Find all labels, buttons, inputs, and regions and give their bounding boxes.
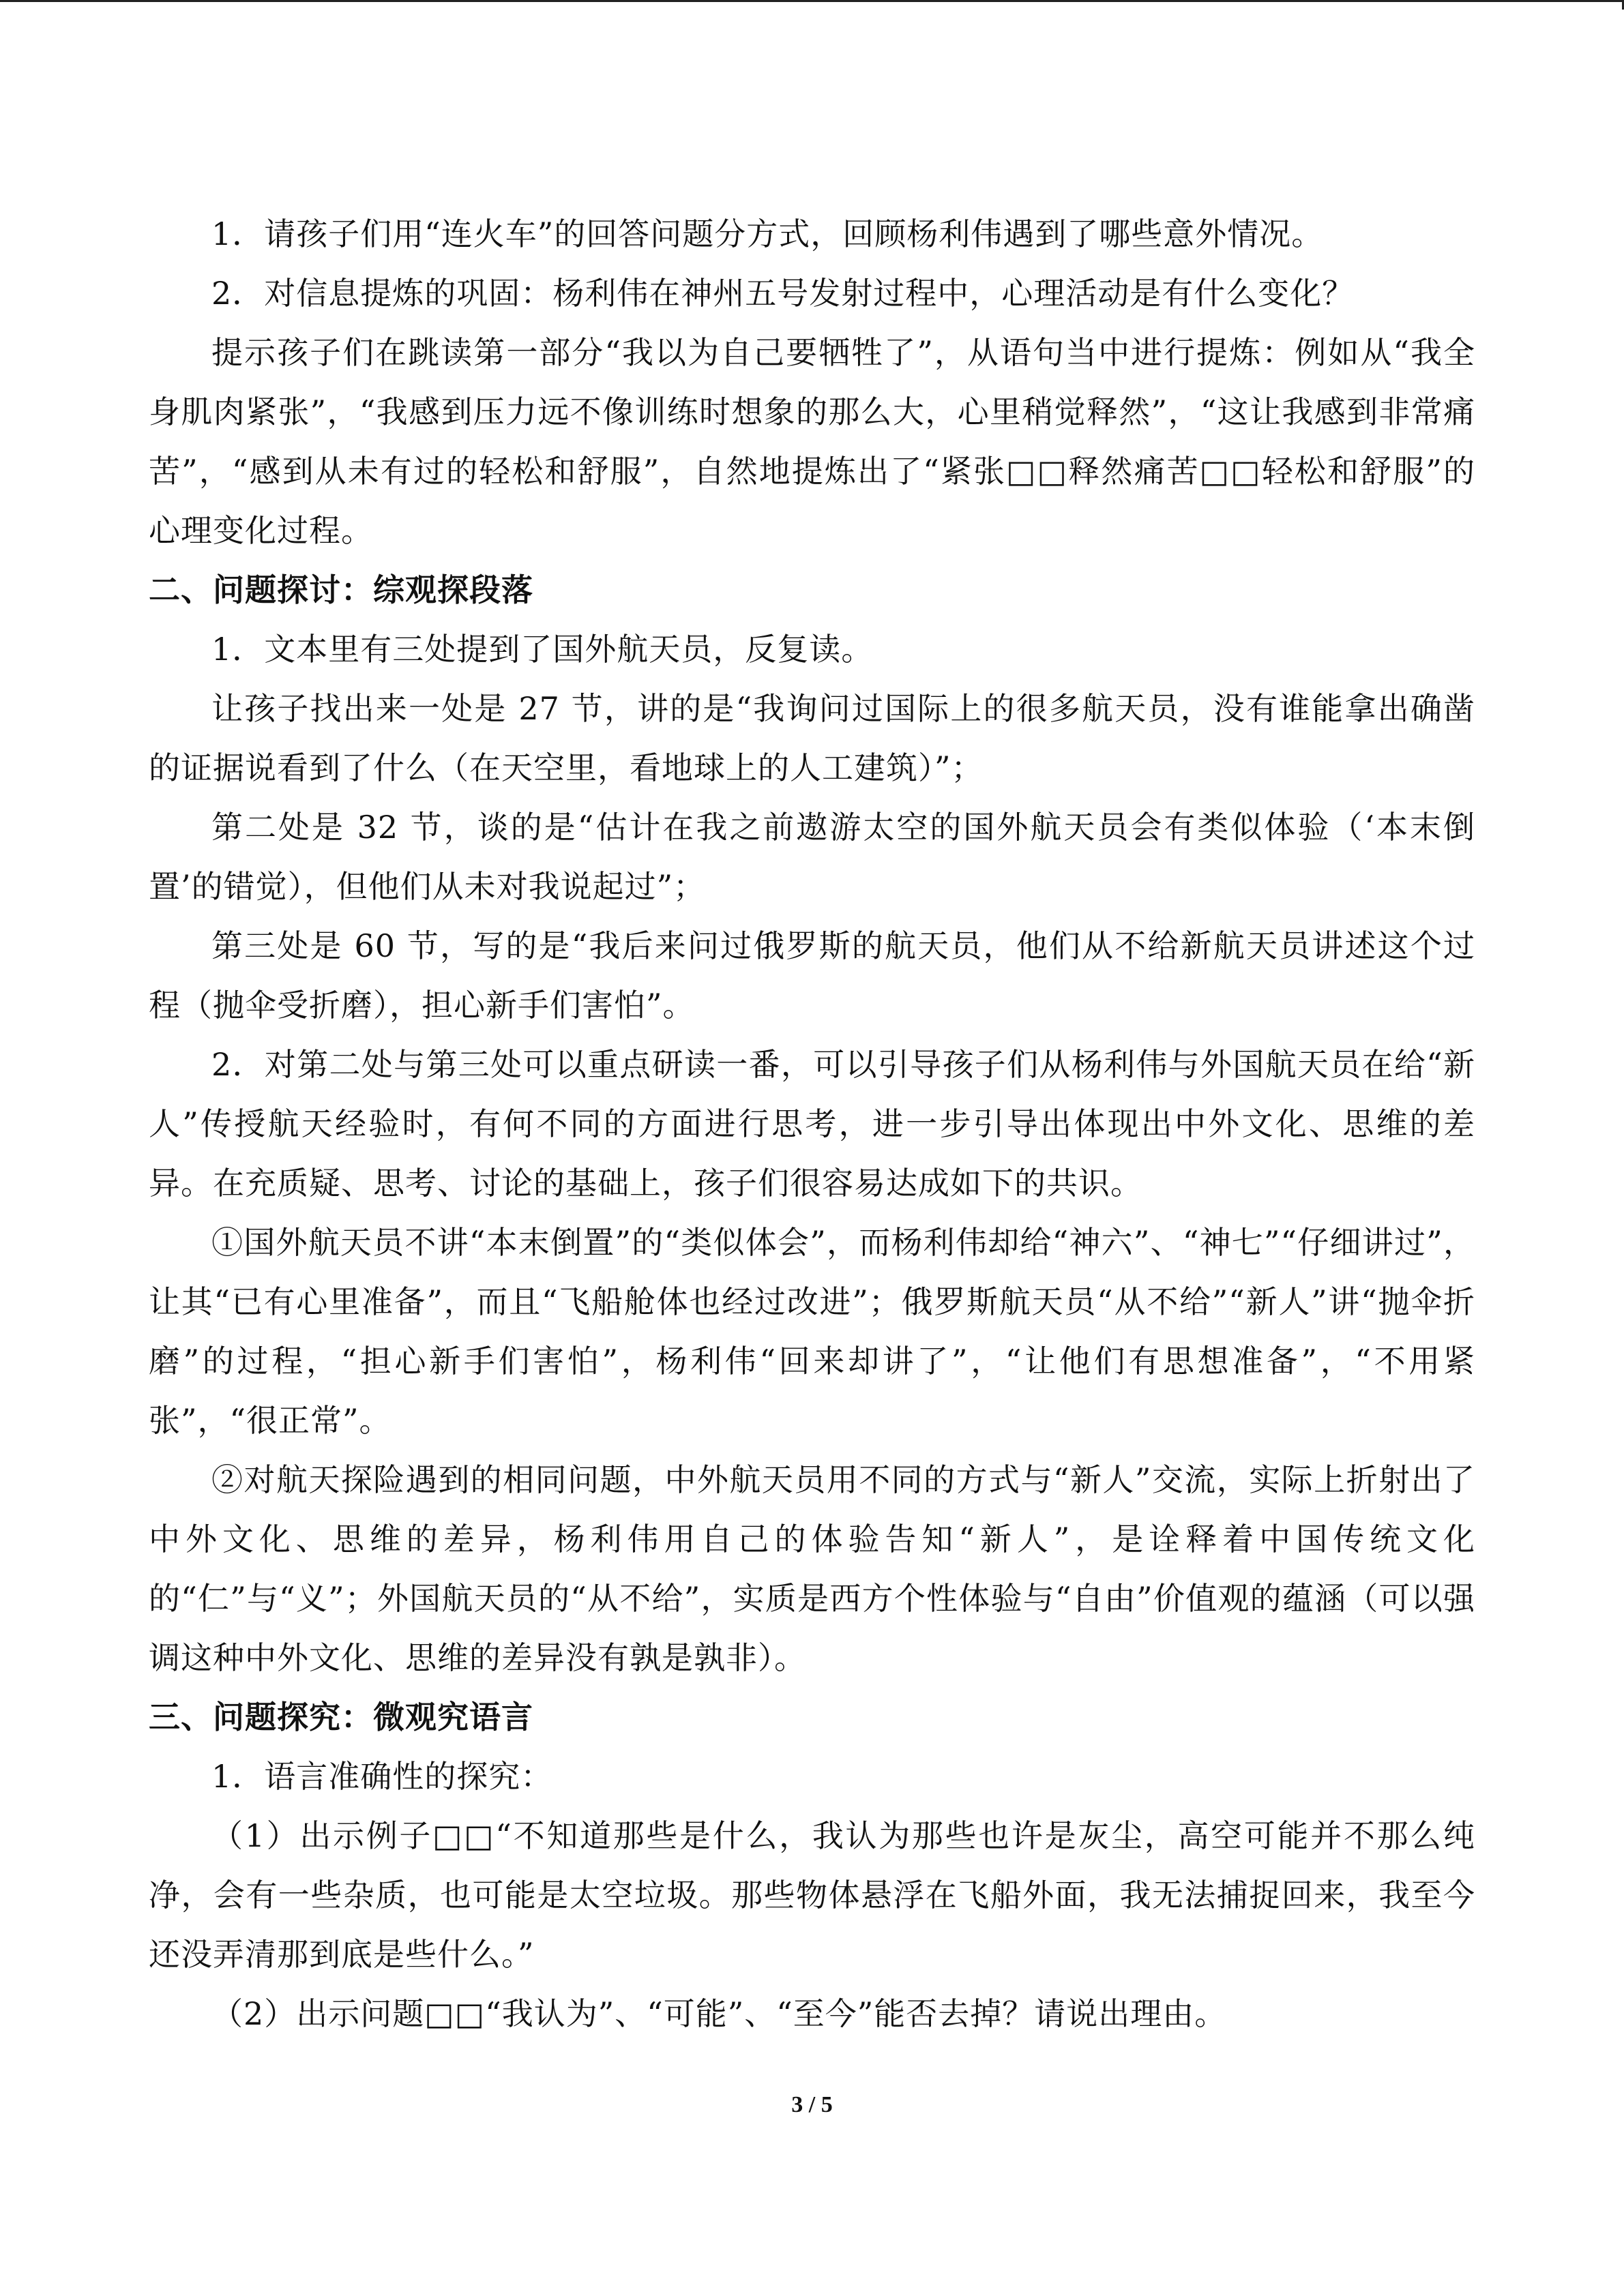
paragraph-8: 2．对第二处与第三处可以重点研读一番，可以引导孩子们从杨利伟与外国航天员在给“新人”传授航天经验时，有何不同的方面进行思考，进一步引导出体现出中外文化、思维的差异。在充质疑、思考、讨论的基础上，孩子们很容易达成如下的共识。: [149, 1046, 1475, 1202]
paragraph-6: 第二处是 32 节，谈的是“估计在我之前遨游太空的国外航天员会有类似体验（‘本末倒置’的错觉），但他们从未对我说起过”；: [149, 809, 1475, 905]
paragraph-2: 2．对信息提炼的巩固：杨利伟在神州五号发射过程中，心理活动是有什么变化？: [211, 275, 1355, 312]
paragraph-13: （2）出示问题□□“我认为”、“可能”、“至今”能否去掉？请说出理由。: [211, 1995, 1227, 2032]
document-body: [149, 205, 1475, 2044]
paragraph-12: （1）出示例子□□“不知道那些是什么，我认为那些也许是灰尘，高空可能并不那么纯净，会有一些杂质，也可能是太空垃圾。那些物体悬浮在飞船外面，我无法捕捉回来，我至今还没弄清那到底是些什么。”: [149, 1817, 1475, 1973]
paragraph-9: ①国外航天员不讲“本末倒置”的“类似体会”，而杨利伟却给“神六”、“神七”“仔细讲过”，让其“已有心里准备”，而且“飞船舱体也经过改进”；俄罗斯航天员“从不给”“新人”讲“抛伞折磨”的过程，“担心新手们害怕”，杨利伟“回来却讲了”，“让他们有思想准备”，“不用紧张”，“很正常”。: [149, 1224, 1475, 1439]
paragraph-3: 提示孩子们在跳读第一部分“我以为自己要牺牲了”，从语句当中进行提炼：例如从“我全身肌肉紧张”，“我感到压力远不像训练时想象的那么大，心里稍觉释然”，“这让我感到非常痛苦”，“感到从未有过的轻松和舒服”，自然地提炼出了“紧张□□释然痛苦□□轻松和舒服”的心理变化过程。: [149, 334, 1475, 549]
paragraph-10: ②对航天探险遇到的相同问题，中外航天员用不同的方式与“新人”交流，实际上折射出了中外文化、思维的差异，杨利伟用自己的体验告知“新人”，是诠释着中国传统文化的“仁”与“义”；外国航天员的“从不给”，实质是西方个性体验与“自由”价值观的蕴涵（可以强调这种中外文化、思维的差异没有孰是孰非）。: [149, 1461, 1475, 1676]
paragraph-11: 1．语言准确性的探究：: [211, 1758, 553, 1795]
page-number: 3 / 5: [791, 2092, 833, 2117]
paragraph-1: 1．请孩子们用“连火车”的回答问题分方式，回顾杨利伟遇到了哪些意外情况。: [211, 215, 1324, 252]
section-heading-3: 三、问题探究：微观究语言: [149, 1699, 533, 1735]
top-border-line: [0, 0, 1624, 2]
paragraph-4: 1．文本里有三处提到了国外航天员，反复读。: [211, 631, 874, 668]
section-heading-2: 二、问题探讨：综观探段落: [149, 571, 533, 608]
paragraph-5: 让孩子找出来一处是 27 节，讲的是“我询问过国际上的很多航天员，没有谁能拿出确凿的证据说看到了什么（在天空里，看地球上的人工建筑）”；: [149, 690, 1475, 786]
paragraph-7: 第三处是 60 节，写的是“我后来问过俄罗斯的航天员，他们从不给新航天员讲述这个过程（抛伞受折磨），担心新手们害怕”。: [149, 927, 1475, 1024]
